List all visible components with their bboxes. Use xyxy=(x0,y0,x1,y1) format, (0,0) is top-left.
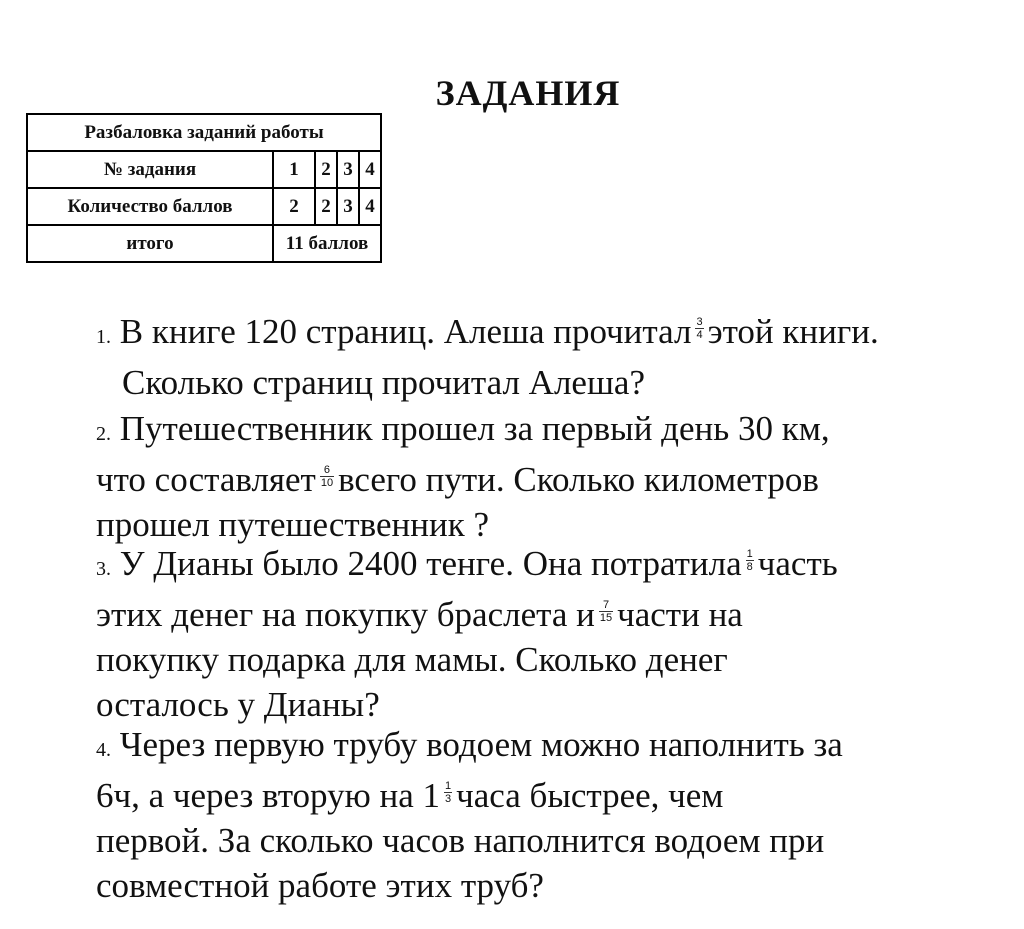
table-cell: 2 xyxy=(315,151,337,188)
fraction xyxy=(695,316,703,341)
table-cell: 4 xyxy=(359,151,381,188)
score-table xyxy=(26,113,382,263)
table-cell: 3 xyxy=(337,188,359,225)
row-label: Количество баллов xyxy=(27,188,273,225)
task-text: этой книги. xyxy=(707,312,879,351)
task-text: осталось у Дианы? xyxy=(96,685,380,724)
task-4 xyxy=(96,722,843,908)
fraction-denominator: 4 xyxy=(696,329,703,342)
fraction-denominator: 10 xyxy=(320,477,334,490)
total-cell: 11 баллов xyxy=(273,225,381,262)
fraction-numerator: 6 xyxy=(320,464,334,477)
row-label: итого xyxy=(27,225,273,262)
table-row xyxy=(27,114,381,151)
fraction-denominator: 8 xyxy=(746,561,753,574)
task-text: первой. За сколько часов наполнится водоем при xyxy=(96,821,825,860)
task-1 xyxy=(96,309,879,405)
table-header: Разбаловка заданий работы xyxy=(27,114,381,151)
fraction xyxy=(444,780,452,805)
task-text: часть xyxy=(757,544,838,583)
task-text: В книге 120 страниц. Алеша прочитал xyxy=(119,312,692,351)
task-number: 4. xyxy=(96,739,111,761)
table-cell: 4 xyxy=(359,188,381,225)
task-text: части на xyxy=(617,595,743,634)
task-text: 6ч, а через вторую на 1 xyxy=(96,776,441,815)
fraction-denominator: 3 xyxy=(445,793,452,806)
task-text: совместной работе этих труб? xyxy=(96,866,544,905)
fraction-denominator: 15 xyxy=(599,612,613,625)
task-number: 3. xyxy=(96,558,111,580)
task-2 xyxy=(96,406,830,547)
table-cell: 3 xyxy=(337,151,359,188)
fraction-numerator: 7 xyxy=(599,599,613,612)
page-title: ЗАДАНИЯ xyxy=(435,73,621,113)
task-text: Сколько страниц прочитал Алеша? xyxy=(122,363,645,402)
task-text: этих денег на покупку браслета и xyxy=(96,595,595,634)
fraction xyxy=(746,548,754,573)
fraction-numerator: 1 xyxy=(746,548,753,561)
table-row xyxy=(27,225,381,262)
table-cell: 2 xyxy=(315,188,337,225)
table-row xyxy=(27,151,381,188)
task-text: покупку подарка для мамы. Сколько денег xyxy=(96,640,728,679)
fraction xyxy=(599,599,613,624)
task-text: часа быстрее, чем xyxy=(456,776,724,815)
task-text: Путешественник прошел за первый день 30 км, xyxy=(119,409,830,448)
task-3 xyxy=(96,541,838,727)
task-number: 1. xyxy=(96,326,111,348)
task-text: Через первую трубу водоем можно наполнить за xyxy=(119,725,843,764)
task-text: что составляет xyxy=(96,460,316,499)
fraction xyxy=(320,464,334,489)
row-label: № задания xyxy=(27,151,273,188)
task-text: У Дианы было 2400 тенге. Она потратила xyxy=(119,544,742,583)
fraction-numerator: 1 xyxy=(445,780,452,793)
task-text: всего пути. Сколько километров xyxy=(338,460,819,499)
fraction-numerator: 3 xyxy=(696,316,703,329)
task-text: прошел путешественник ? xyxy=(96,505,490,544)
task-number: 2. xyxy=(96,423,111,445)
table-row xyxy=(27,188,381,225)
table-cell: 2 xyxy=(273,188,315,225)
table-cell: 1 xyxy=(273,151,315,188)
